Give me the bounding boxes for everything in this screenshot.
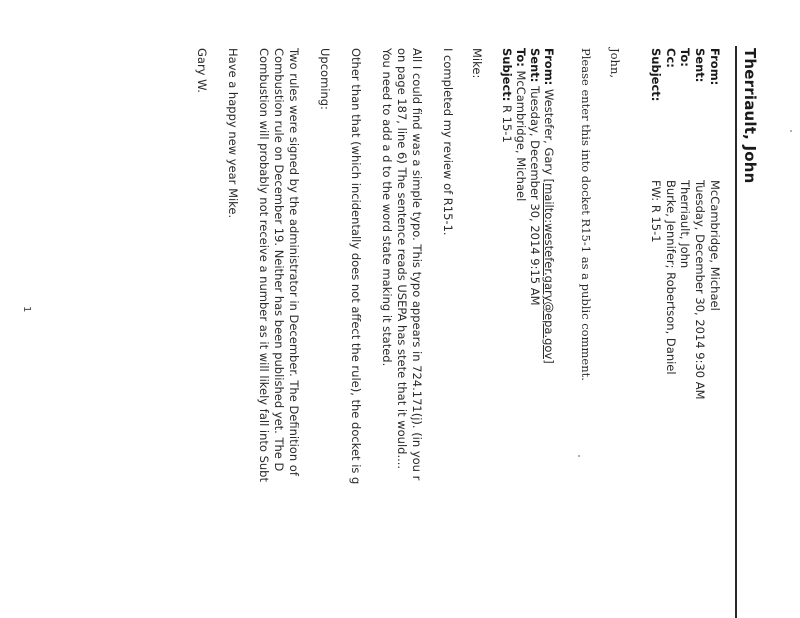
fwd-subject-label: Subject:	[500, 48, 514, 102]
fwd-from-label: From:	[542, 48, 556, 86]
fwd-to-value: McCambridge, Michael	[514, 70, 528, 202]
fwd-from-line	[542, 48, 556, 364]
body-paragraph-2-line-1: All I could find was a simple typo. This typo appears in 724.171(j). (in you r	[410, 48, 424, 481]
fwd-sent-label: Sent:	[528, 48, 542, 83]
scan-speck	[578, 455, 580, 457]
greeting-text: John,	[608, 48, 622, 79]
header-to-value: Therriault, John	[678, 180, 692, 269]
body-paragraph-5-line-2: Combustion rule on December 19. Neither has been published yet. The D	[272, 48, 286, 472]
fwd-to-line	[514, 48, 528, 201]
fwd-from-value: Westefer, Gary	[542, 88, 556, 175]
body-closing: Have a happy new year Mike.	[226, 48, 240, 219]
fwd-subject-value: R 15-1	[500, 105, 514, 143]
header-from-label: From:	[708, 48, 722, 86]
header-from-value: McCambridge, Michael	[708, 180, 722, 311]
body-paragraph-2-line-3: You need to add a d to the word state making it stated.	[380, 48, 394, 367]
body-paragraph-3: Other than that (which incidentally does not affect the rule), the docket is g	[349, 48, 363, 485]
instruction-text: Please enter this into docket R15-1 as a public comment.	[579, 48, 593, 381]
fwd-sent-line	[528, 48, 542, 306]
header-to-label: To:	[678, 48, 692, 67]
body-paragraph-5-line-3: Combustion will probably not receive a number as it will likely fall into Subt	[257, 48, 271, 482]
header-subject-label: Subject:	[649, 48, 663, 102]
fwd-from-email-link[interactable]: [mailto:westefer.gary@epa.gov]	[542, 178, 556, 364]
fwd-subject-line	[500, 48, 514, 143]
header-cc-label: Cc:	[664, 48, 678, 68]
page-number: 1	[21, 306, 32, 313]
body-paragraph-1: I completed my review of R15-1.	[441, 48, 455, 236]
body-paragraph-5-line-1: Two rules were signed by the administrator in December. The Definition of	[287, 48, 301, 476]
header-sent-value: Tuesday, December 30, 2014 9:30 AM	[693, 180, 707, 400]
body-salutation: Mike:	[470, 48, 484, 79]
title-divider	[735, 46, 737, 618]
fwd-sent-value: Tuesday, December 30, 2014 9:15 AM	[528, 86, 542, 306]
mailbox-owner-title: Therriault, John	[741, 48, 759, 184]
body-paragraph-2-line-2: on page 187, line 6) The sentence reads USEPA has stete that it would....	[395, 48, 409, 470]
header-subject-value: FW: R 15-1	[649, 180, 663, 243]
header-sent-label: Sent:	[693, 48, 707, 83]
fwd-to-label: To:	[514, 48, 528, 67]
header-cc-value: Burke, Jennifer; Robertson, Daniel	[664, 180, 678, 375]
scan-speck	[790, 130, 792, 132]
body-upcoming-heading: Upcoming:	[318, 48, 332, 110]
signature: Gary W.	[195, 48, 209, 93]
